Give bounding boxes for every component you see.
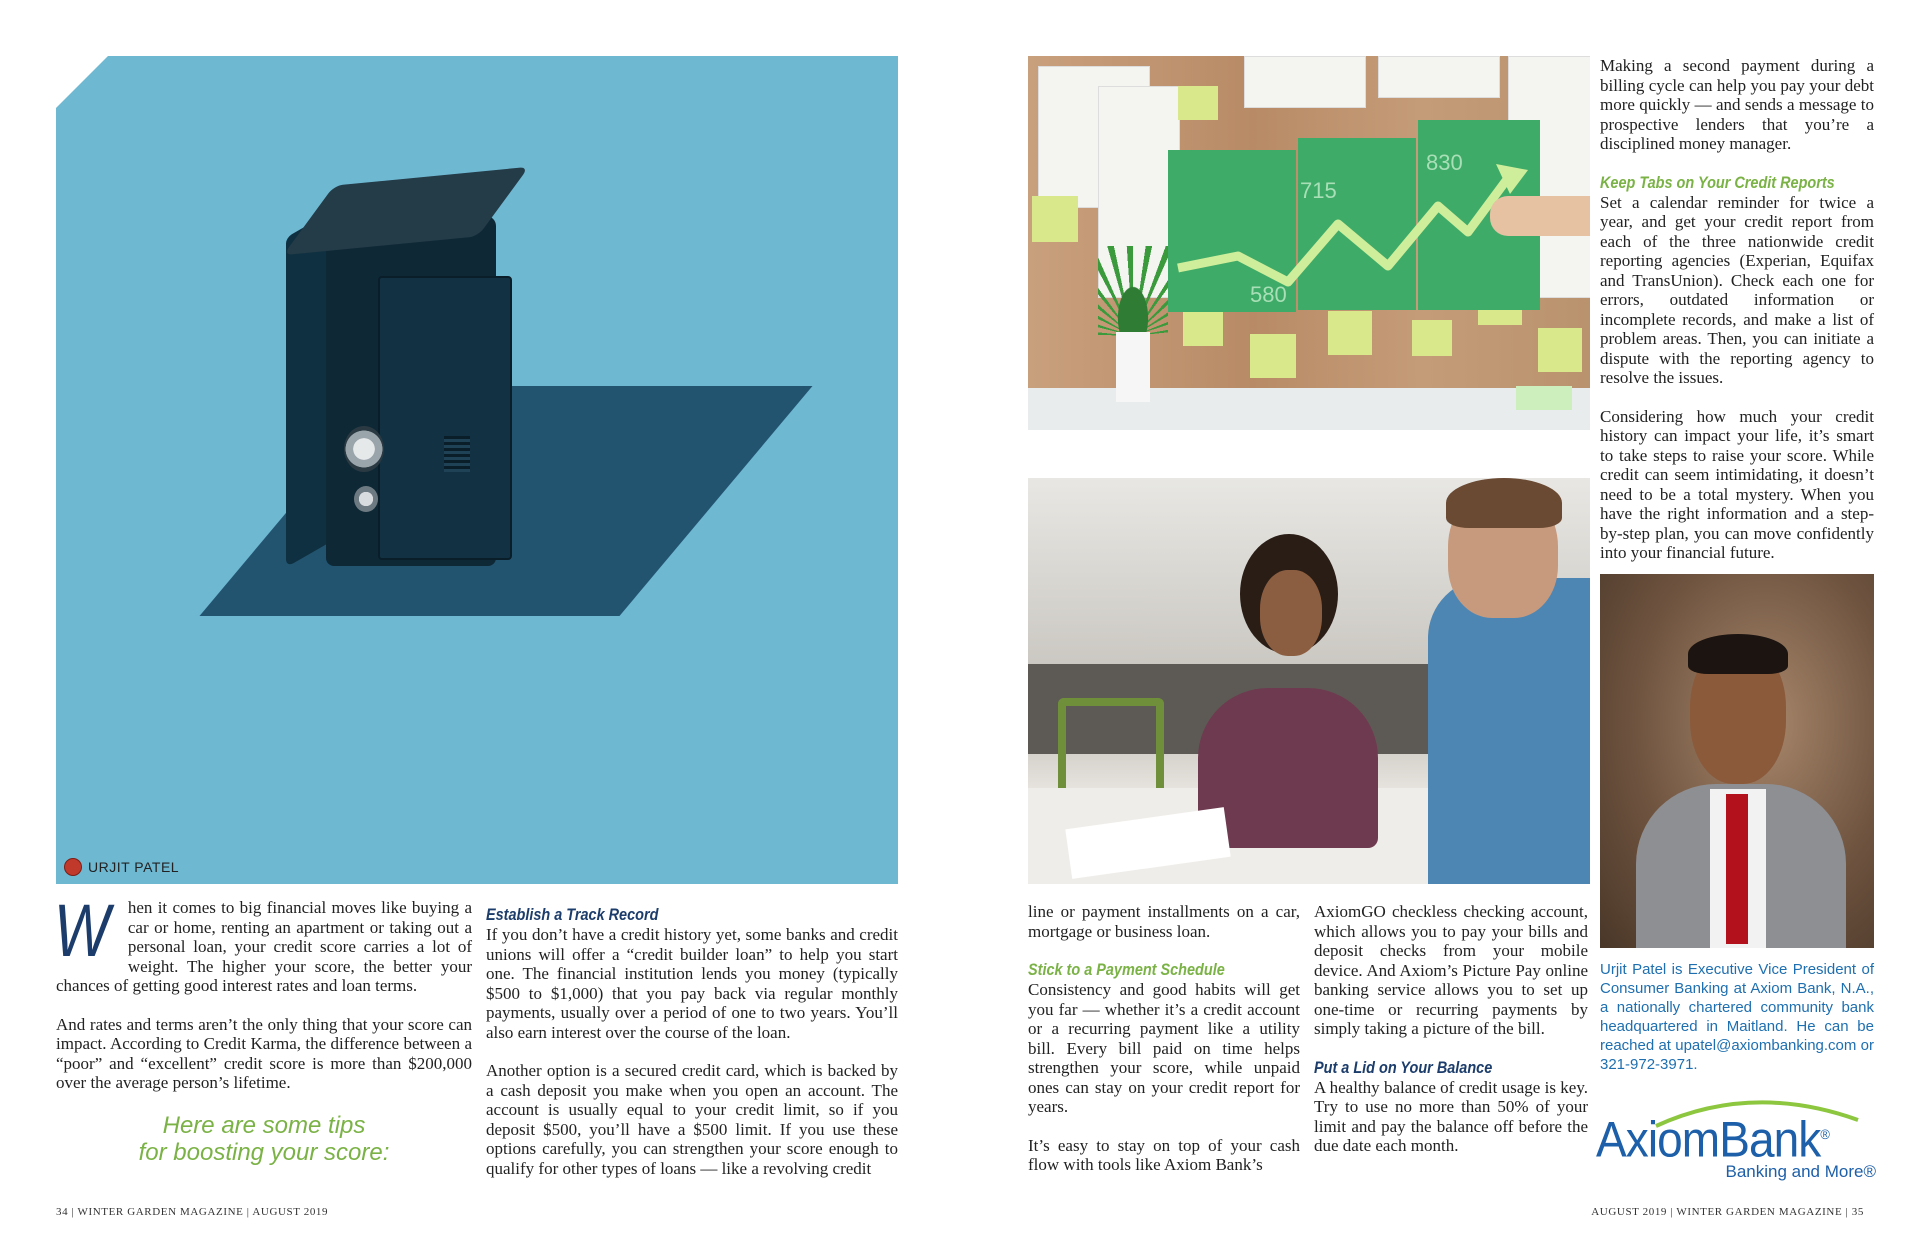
subheading-credit-reports: Keep Tabs on Your Credit Reports: [1600, 172, 1835, 192]
paragraph: Consistency and good habits will get you far — whether it’s a credit account or a recurring payment like a utility bill. Every bill paid on time helps strengthen your score, while unpaid ones can stay on your credit report for years.: [1028, 980, 1300, 1116]
safe-side: [286, 214, 326, 567]
paragraph: Set a calendar reminder for twice a year, and get your credit report from each of the three nationwide credit reporting agencies (Experian, Equifax and TransUnion). Check each one for errors, outdated information or incomplete records, and make a list of problem areas. Then, you can initiate a dispute with the reporting agency to resolve the issues.: [1600, 192, 1874, 387]
byline: [64, 858, 179, 876]
credit-chart-photo: [1028, 56, 1590, 430]
author-badge-icon: [64, 858, 82, 876]
paragraph: It’s easy to stay on top of your cash flow with tools like Axiom Bank’s: [1028, 1135, 1300, 1174]
left-column-2: [486, 905, 898, 1197]
man-hair: [1446, 478, 1562, 528]
intro-text: hen it comes to big financial moves like buying a car or home, renting an apartment or taking out a personal loan, your credit score carries a lot of weight. The higher your score, the better your chances of getting good interest rates and loan terms.: [56, 898, 472, 995]
axiom-bank-logo: [1596, 1104, 1880, 1188]
safe-vent: [444, 436, 470, 472]
plant-pot: [1116, 332, 1150, 402]
woman-face: [1260, 570, 1322, 656]
author-portrait: [1600, 574, 1874, 948]
sticky-note-desk: [1516, 386, 1572, 410]
logo-tagline: Banking and More®: [1725, 1162, 1876, 1181]
intro-paragraph: [54, 889, 472, 996]
author-name: URJIT PATEL: [88, 859, 180, 875]
right-column-1: [1028, 902, 1300, 1194]
trend-arrow: [1028, 56, 1590, 430]
subheading-payment-schedule: Stick to a Payment Schedule: [1028, 960, 1225, 979]
desk-surface: [1028, 388, 1590, 430]
subheading-track-record: Establish a Track Record: [486, 905, 659, 924]
author-bio: Urjit Patel is Executive Vice President of Consumer Banking at Axiom Bank, N.A., a nationally chartered community bank headquartered in Maitland. He can be reached at upatel@axiombanking.com or 321-972-3971.: [1600, 961, 1874, 1073]
right-column-2: [1314, 902, 1588, 1175]
paragraph: A healthy balance of credit usage is key. Try to use no more than 50% of your limit and pay the balance off before the due date each month.: [1314, 1077, 1588, 1155]
hair: [1688, 634, 1788, 674]
paragraph: AxiomGO checkless checking account, which allows you to pay your bills and deposit checks from your mobile device. And Axiom’s Picture Pay online banking service allows you to set up one-time or recurring payments by simply taking a picture of the bill.: [1314, 902, 1588, 1038]
safe-knob: [354, 486, 378, 512]
red-tie: [1726, 794, 1748, 944]
logo-name: AxiomBank: [1596, 1111, 1821, 1168]
safe-door: [378, 276, 512, 560]
paragraph: Making a second payment during a billing cycle can help you pay your debt more quickly — and sends a message to prospective lenders that you’re a disciplined money manager.: [1600, 56, 1874, 153]
paragraph: If you don’t have a credit history yet, some banks and credit unions will offer a “credit builder loan” to help you start one. The financial institution lends you money (typically $500 to $1,000) that you pay back via regular monthly payments, usually over a period of one to two years. You’ll also earn interest over the course of the loan.: [486, 925, 898, 1042]
plant: [1098, 246, 1168, 336]
safe-front: [326, 216, 496, 566]
drop-cap: W: [54, 889, 110, 972]
score-label: 715: [1300, 178, 1337, 203]
page-folio-left: 34 | WINTER GARDEN MAGAZINE | AUGUST 2019: [56, 1206, 329, 1218]
right-column-3: [1600, 56, 1874, 582]
logo-registered-mark: ®: [1820, 1126, 1829, 1142]
score-label: 580: [1250, 282, 1287, 307]
score-label: 830: [1426, 150, 1463, 175]
man-shirt: [1428, 578, 1590, 884]
logo-wordmark: [1596, 1106, 1829, 1168]
combination-dial-icon: [344, 426, 384, 472]
left-column-1: [54, 889, 472, 1112]
safe-illustration: [286, 186, 486, 536]
paragraph: Considering how much your credit history can impact your life, it’s smart to take steps to raise your score. While credit can seem intimidating, it doesn’t need to be a total mystery. When you have the right information and a step-by-step plan, you can move confidently into your financial future.: [1600, 406, 1874, 562]
pointing-hand: [1490, 196, 1590, 236]
paragraph: line or payment installments on a car, mortgage or business loan.: [1028, 902, 1300, 941]
intro-paragraph-2: And rates and terms aren’t the only thing that your score can impact. According to Credit Karma, the difference between a “poor” and “excellent” credit score is more than $200,000 over the average person’s lifetime.: [56, 1014, 472, 1092]
paragraph: Another option is a secured credit card, which is backed by a cash deposit you make when you open an account. The account is usually equal to your credit limit, so if you deposit $500, you’ll have a $500 limit. If you use these options carefully, you can strengthen your score enough to qualify for other types of loans — like a revolving credit: [486, 1061, 898, 1178]
couple-reviewing-finances-photo: [1028, 478, 1590, 884]
tips-heading: Here are some tips for boosting your score:: [138, 1112, 390, 1166]
page-folio-right: AUGUST 2019 | WINTER GARDEN MAGAZINE | 35: [1591, 1206, 1864, 1218]
hero-image: [56, 56, 898, 884]
subheading-balance: Put a Lid on Your Balance: [1314, 1057, 1493, 1077]
